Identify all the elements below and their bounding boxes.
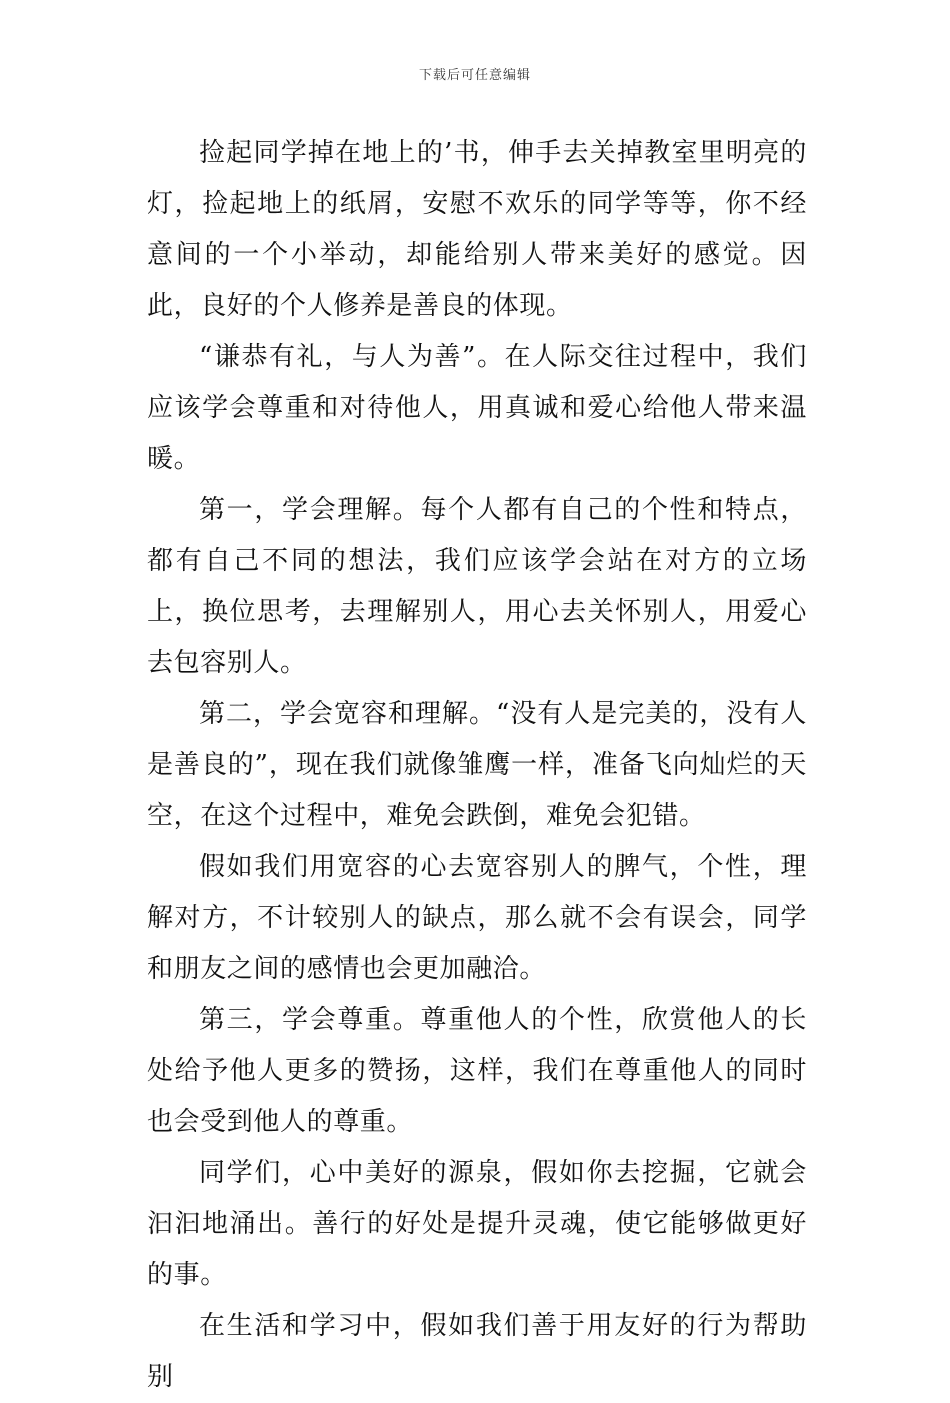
- paragraph-6: 第三，学会尊重。尊重他人的个性，欣赏他人的长处给予他人更多的赞扬，这样，我们在尊重他人的同时也会受到他人的尊重。: [147, 1005, 807, 1137]
- paragraph-3: 第一，学会理解。每个人都有自己的个性和特点，都有自己不同的想法，我们应该学会站在对方的立场上，换位思考，去理解别人，用心去关怀别人，用爱心去包容别人。: [147, 495, 807, 678]
- paragraph-8: 在生活和学习中，假如我们善于用友好的行为帮助别: [147, 1311, 807, 1392]
- paragraph-1: 捡起同学掉在地上的’书，伸手去关掉教室里明亮的灯，捡起地上的纸屑，安慰不欢乐的同学等等，你不经意间的一个小举动，却能给别人带来美好的感觉。因此，良好的个人修养是善良的体现。: [147, 138, 807, 321]
- paragraph-2: “谦恭有礼，与人为善”。在人际交往过程中，我们应该学会尊重和对待他人，用真诚和爱心给他人带来温暖。: [147, 342, 807, 474]
- paragraph-7: 同学们，心中美好的源泉，假如你去挖掘，它就会汩汩地涌出。善行的好处是提升灵魂，使它能够做更好的事。: [147, 1158, 807, 1290]
- document-body: [147, 128, 807, 1403]
- paragraph-5: 假如我们用宽容的心去宽容别人的脾气，个性，理解对方，不计较别人的缺点，那么就不会有误会，同学和朋友之间的感情也会更加融洽。: [147, 852, 807, 984]
- paragraph-4: 第二，学会宽容和理解。“没有人是完美的，没有人是善良的”，现在我们就像雏鹰一样，准备飞向灿烂的天空，在这个过程中，难免会跌倒，难免会犯错。: [147, 699, 807, 831]
- page-header: 下载后可任意编辑: [418, 68, 531, 83]
